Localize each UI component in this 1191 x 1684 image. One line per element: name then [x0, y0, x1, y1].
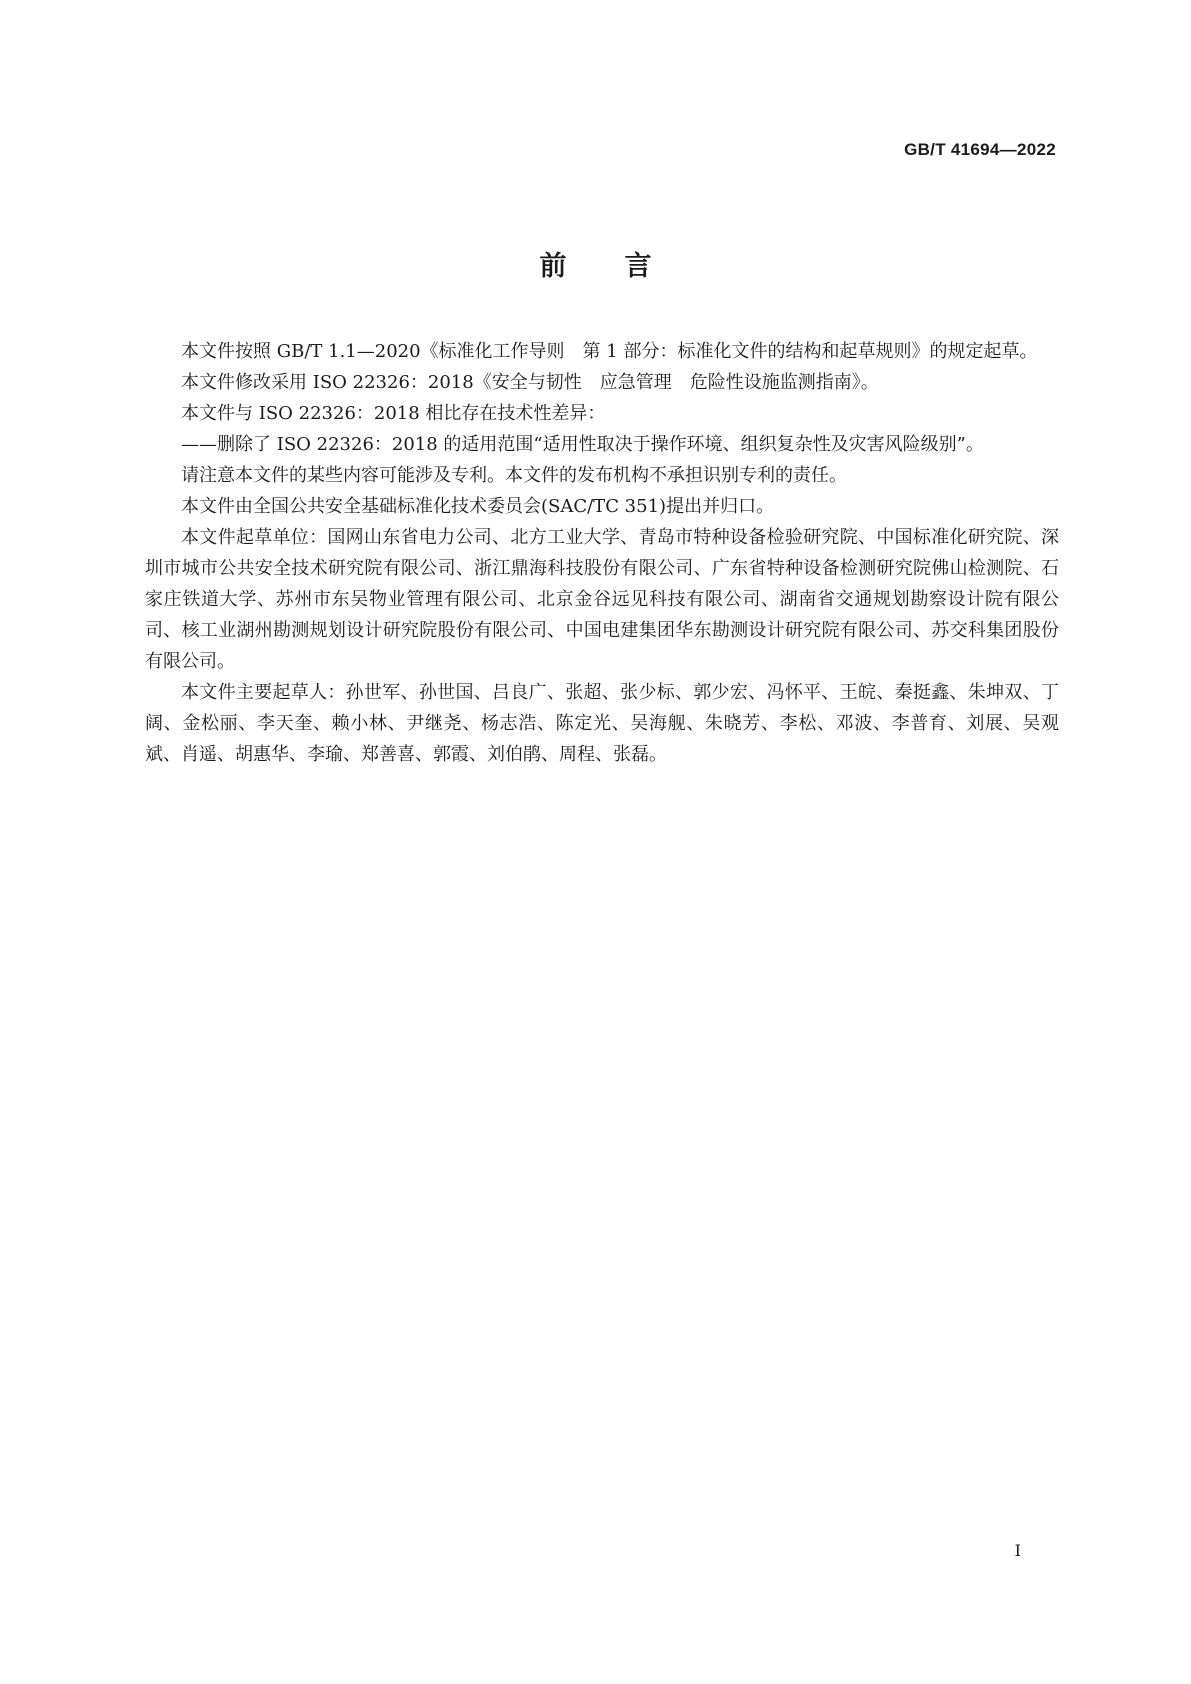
paragraph-patent-notice: 请注意本文件的某些内容可能涉及专利。本文件的发布机构不承担识别专利的责任。 — [181, 465, 847, 486]
title-char-2: 言 — [624, 251, 652, 282]
paragraph-differences: 本文件与 ISO 22326：2018 相比存在技术性差异： — [181, 403, 606, 424]
page-number: I — [1014, 1541, 1021, 1560]
paragraph-drafting-basis: 本文件按照 GB/T 1.1—2020《标准化工作导则 第 1 部分：标准化文件的结构和起草规则》的规定起草。 — [181, 341, 1038, 362]
paragraph-drafting-units: 本文件起草单位：国网山东省电力公司、北方工业大学、青岛市特种设备检验研究院、中国标准化研究院、深圳市城市公共安全技术研究院有限公司、浙江鼎海科技股份有限公司、广东省特种设备检测研究院佛山检测院、石家庄铁道大学、苏州市东吴物业管理有限公司、北京金谷远见科技有限公司、湖南省交通规划勘察设计院有限公司、核工业湖州勘测规划设计研究院股份有限公司、中国电建集团华东勘测设计研究院有限公司、苏交科集团股份有限公司。 — [145, 527, 1059, 672]
paragraph-difference-item: ——删除了 ISO 22326：2018 的适用范围“适用性取决于操作环境、组织复杂性及灾害风险级别”。 — [181, 434, 984, 455]
page-title — [0, 244, 1191, 283]
title-char-1: 前 — [539, 251, 567, 282]
paragraph-adoption: 本文件修改采用 ISO 22326：2018《安全与韧性 应急管理 危险性设施监测指南》。 — [181, 372, 879, 393]
foreword-body — [145, 336, 1059, 770]
paragraph-drafters: 本文件主要起草人：孙世军、孙世国、吕良广、张超、张少标、郭少宏、冯怀平、王皖、秦挺鑫、朱坤双、丁阔、金松丽、李天奎、赖小林、尹继尧、杨志浩、陈定光、吴海舰、朱晓芳、李松、邓波、李普育、刘展、吴观斌、肖遥、胡惠华、李瑜、郑善喜、郭霞、刘伯鹃、周程、张磊。 — [145, 682, 1059, 765]
document-number: GB/T 41694—2022 — [904, 140, 1056, 159]
paragraph-proposer: 本文件由全国公共安全基础标准化技术委员会(SAC/TC 351)提出并归口。 — [181, 496, 775, 517]
